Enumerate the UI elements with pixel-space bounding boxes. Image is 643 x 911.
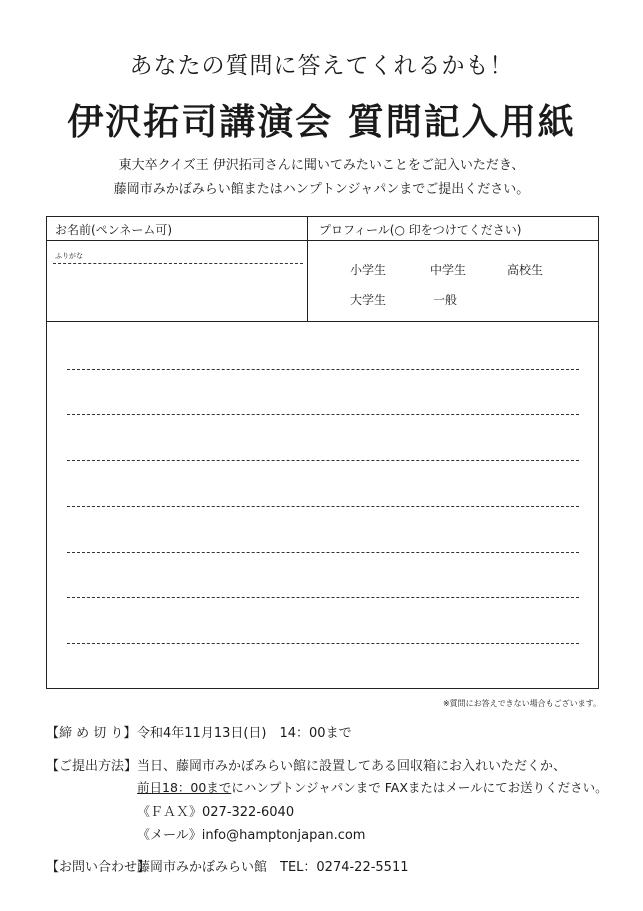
option-high-school[interactable]: 高校生 — [507, 263, 544, 277]
deadline-value: 令和4年11月13日(日) 14：00まで — [137, 726, 352, 741]
question-line[interactable] — [67, 414, 579, 415]
contact-label: 【お問い合わせ】 — [46, 860, 151, 875]
page-title: 伊沢拓司講演会 質問記入用紙 — [67, 102, 576, 143]
submit-deadline-underlined: 前日18：00まで — [137, 780, 232, 795]
question-line[interactable] — [67, 597, 579, 598]
question-line[interactable] — [67, 369, 579, 370]
submit-line-2 — [137, 778, 608, 796]
furigana-label: ふりがな — [55, 252, 83, 260]
fax-number: 《ＦＡＸ》027-322-6040 — [137, 805, 295, 820]
option-general[interactable]: 一般 — [433, 293, 458, 307]
name-label: お名前(ペンネーム可) — [55, 223, 173, 237]
disclaimer-note: ※質問にお答えできない場合もございます。 — [442, 699, 601, 708]
mail-address[interactable]: 《メール》info@hamptonjapan.com — [137, 828, 366, 843]
column-divider — [307, 217, 308, 321]
intro-line-2: 藤岡市みかぼみらい館またはハンプトンジャパンまでご提出ください。 — [113, 182, 530, 197]
body-divider — [47, 321, 598, 322]
contact-value: 藤岡市みかぼみらい館 TEL：0274-22-5511 — [137, 860, 409, 875]
question-line[interactable] — [67, 552, 579, 553]
question-form — [46, 216, 599, 689]
option-university[interactable]: 大学生 — [350, 293, 387, 307]
submit-line-2-rest: にハンプトンジャパンまで FAXまたはメールにてお送りください。 — [231, 780, 608, 795]
profile-label: プロフィール(○ 印をつけてください) — [319, 223, 522, 237]
deadline-label: 【締 め 切 り】 — [46, 726, 137, 741]
name-field[interactable] — [49, 267, 305, 319]
submit-label: 【ご提出方法】 — [46, 759, 138, 774]
option-elementary[interactable]: 小学生 — [350, 263, 387, 277]
intro-line-1: 東大卒クイズ王 伊沢拓司さんに聞いてみたいことをご記入いただき、 — [118, 158, 525, 173]
header-row-divider — [47, 240, 598, 241]
subtitle: あなたの質問に答えてくれるかも！ — [129, 53, 514, 79]
question-line[interactable] — [67, 506, 579, 507]
furigana-field[interactable] — [53, 263, 303, 264]
question-line[interactable] — [67, 460, 579, 461]
option-junior-high[interactable]: 中学生 — [430, 263, 467, 277]
question-line[interactable] — [67, 643, 579, 644]
submit-line-1: 当日、藤岡市みかぼみらい館に設置してある回収箱にお入れいただくか、 — [137, 759, 567, 774]
intro-text — [0, 154, 643, 202]
